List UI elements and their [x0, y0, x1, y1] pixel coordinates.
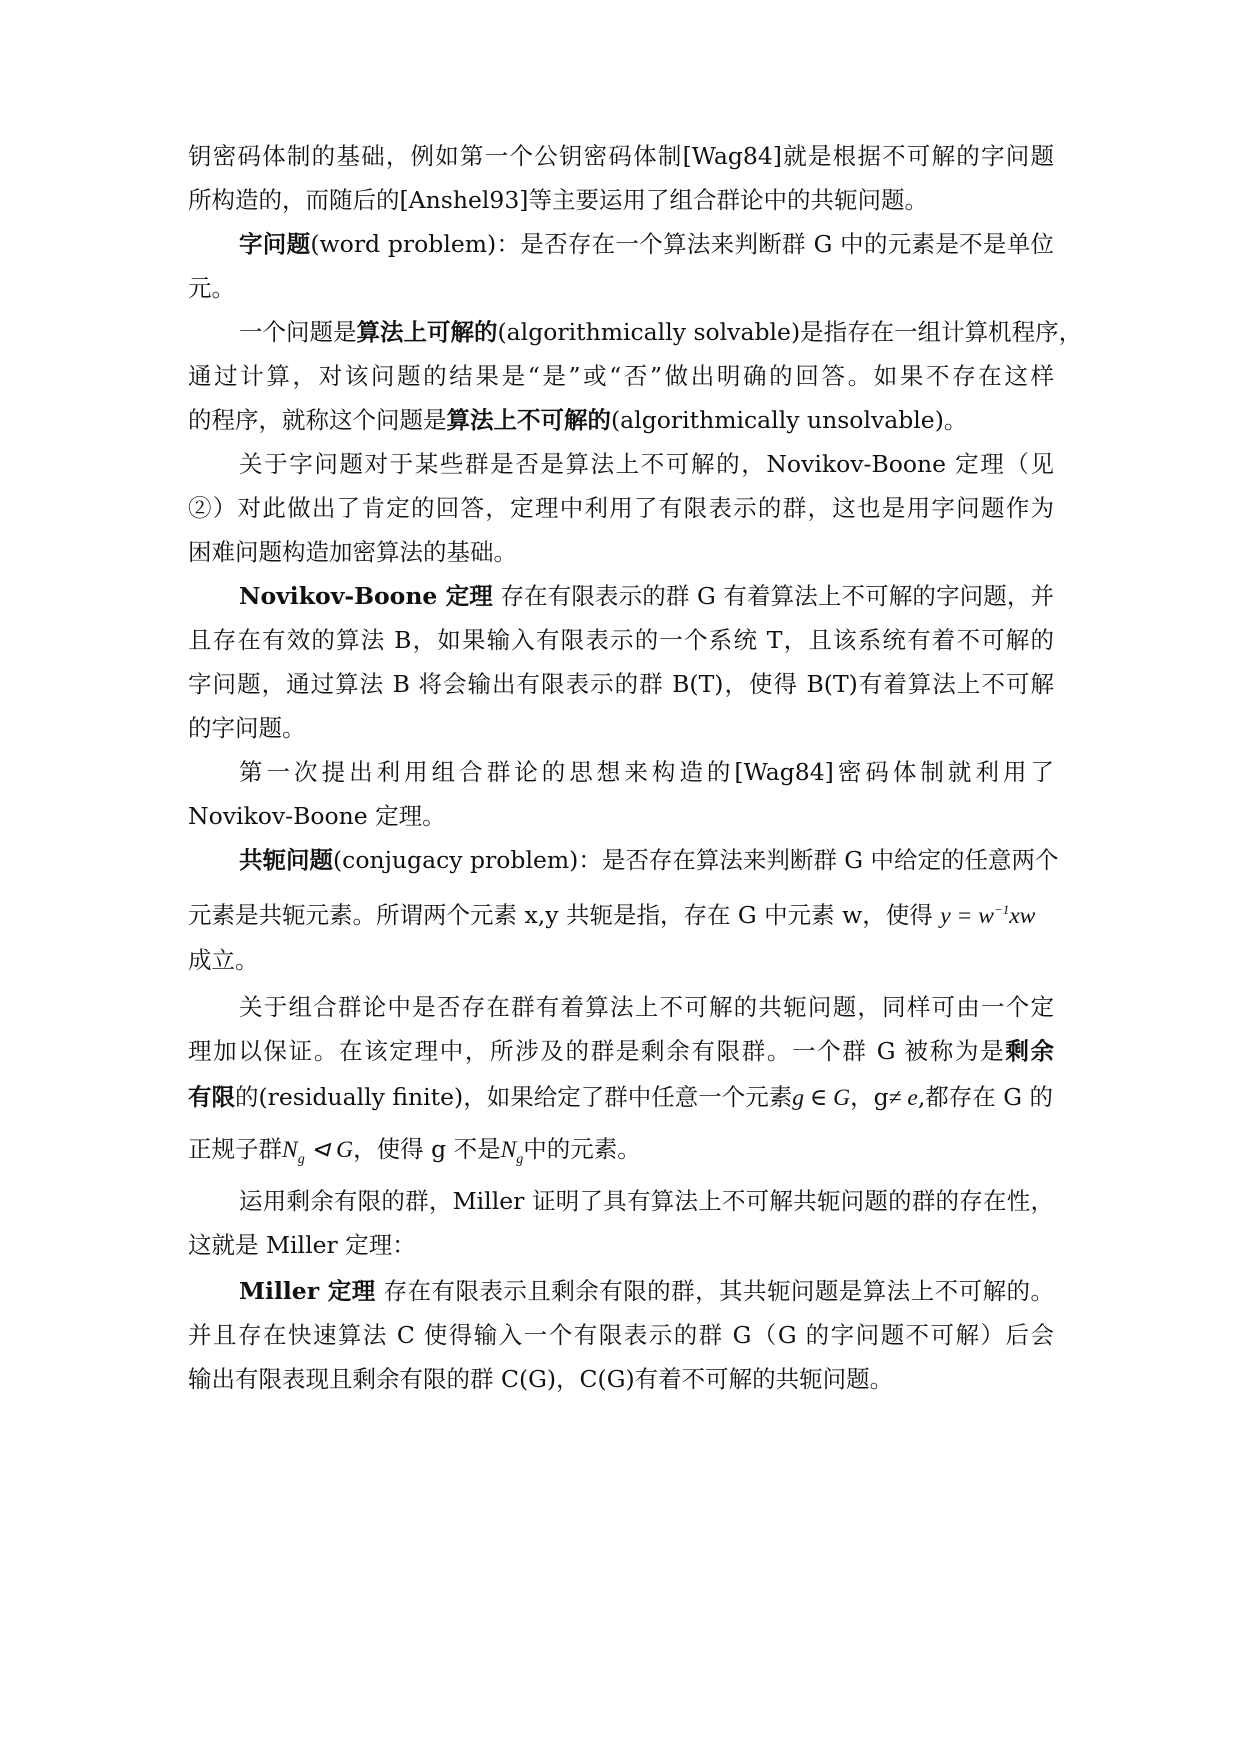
paragraph-solvable-line-2: 通过计算，对该问题的结果是“是”或“否”做出明确的回答。如果不存在这样	[188, 362, 1054, 390]
residual-separator: ，g	[850, 1083, 889, 1111]
paragraph-wag84-line-1: 第一次提出利用组合群论的思想来构造的[Wag84]密码体制就利用了	[239, 758, 1054, 786]
not-identity-formula: ≠ e	[888, 1085, 918, 1111]
normal-subgroup-ref: $N_g$	[500, 1137, 524, 1167]
theorem-novikov-boone-line-2: 且存在有效的算法 B，如果输入有限表示的一个系统 T，且该系统有着不可解的	[188, 626, 1054, 654]
term-conjugacy-problem: 共轭问题	[239, 846, 333, 874]
unsolvable-definition: (algorithmically unsolvable)。	[611, 406, 968, 434]
normal-subgroup-suffix: 中的元素。	[523, 1135, 641, 1163]
residual-definition: 的(residually finite)，如果给定了群中任意一个元素	[235, 1083, 793, 1111]
residual-suffix: ,都存在 G 的	[917, 1083, 1054, 1111]
term-word-problem: 字问题	[239, 230, 311, 258]
term-algorithmically-unsolvable: 算法上不可解的	[446, 406, 611, 434]
paragraph-novikov-intro-line-3: 困难问题构造加密算法的基础。	[188, 538, 517, 566]
word-problem-definition: (word problem)：是否存在一个算法来判断群 G 中的元素是不是单位	[310, 230, 1055, 258]
conjugacy-formula: $y = w^{-1}xw$	[940, 902, 1036, 929]
theorem-miller-line-3: 输出有限表现且剩余有限的群 C(G)，C(G)有着不可解的共轭问题。	[188, 1365, 894, 1393]
conjugacy-definition: (conjugacy problem)：是否存在算法来判断群 G 中给定的任意两个	[333, 846, 1059, 874]
residual-prefix: 理加以保证。在该定理中，所涉及的群是剩余有限群。一个群 G 被称为是	[188, 1037, 1006, 1065]
theorem-miller-line-1	[239, 1276, 1054, 1306]
paragraph-residual-line-3	[188, 1082, 1053, 1113]
theorem-novikov-boone-line-3: 字问题，通过算法 B 将会输出有限表示的群 B(T)，使得 B(T)有着算法上不可解	[188, 670, 1054, 698]
unsolvable-prefix: 的程序，就称这个问题是	[188, 406, 447, 434]
paragraph-conjugacy-line-1	[239, 845, 1059, 875]
normal-subgroup-formula: $N_g$ ⊲ G	[282, 1137, 354, 1167]
element-of-g-formula: g ∈ G	[792, 1085, 851, 1111]
paragraph-solvable-line-1	[239, 317, 1083, 347]
paragraph-miller-intro-line-2: 这就是 Miller 定理：	[188, 1231, 416, 1259]
paragraph-residual-line-2	[188, 1036, 1054, 1066]
theorem-novikov-boone-line-1	[239, 581, 1054, 611]
solvable-definition: (algorithmically solvable)是指存在一组计算机程序，	[497, 318, 1083, 346]
paragraph-conjugacy-line-2	[188, 895, 1035, 931]
conjugacy-text: 元素是共轭元素。所谓两个元素 x,y 共轭是指，存在 G 中元素 w，使得	[188, 901, 933, 929]
paragraph-solvable-line-3	[188, 405, 967, 435]
miller-statement: 存在有限表示且剩余有限的群，其共轭问题是算法上不可解的。	[375, 1277, 1054, 1305]
term-algorithmically-solvable: 算法上可解的	[356, 318, 498, 346]
paragraph-conjugacy-line-3: 成立。	[188, 946, 259, 974]
term-residually-finite-b: 有限	[188, 1083, 235, 1111]
paragraph-residual-line-4	[188, 1134, 641, 1175]
theorem-miller-line-2: 并且存在快速算法 C 使得输入一个有限表示的群 G（G 的字问题不可解）后会	[188, 1321, 1054, 1349]
solvable-prefix: 一个问题是	[239, 318, 357, 346]
term-residually-finite-a: 剩余	[1005, 1037, 1054, 1065]
novikov-boone-statement: 存在有限表示的群 G 有着算法上不可解的字问题，并	[492, 582, 1054, 610]
term-miller-theorem: Miller 定理	[239, 1277, 376, 1305]
paragraph-novikov-intro-line-2: ②）对此做出了肯定的回答，定理中利用了有限表示的群，这也是用字问题作为	[188, 494, 1054, 522]
term-novikov-boone-theorem: Novikov-Boone 定理	[239, 582, 493, 610]
paragraph-word-problem-line-2: 元。	[188, 274, 235, 302]
paragraph-1-line-1: 钥密码体制的基础，例如第一个公钥密码体制[Wag84]就是根据不可解的字问题	[188, 142, 1054, 170]
paragraph-1-line-2: 所构造的，而随后的[Anshel93]等主要运用了组合群论中的共轭问题。	[188, 186, 928, 214]
paragraph-novikov-intro-line-1: 关于字问题对于某些群是否是算法上不可解的，Novikov-Boone 定理（见	[239, 450, 1054, 478]
paragraph-wag84-line-2: Novikov-Boone 定理。	[188, 802, 446, 830]
paragraph-residual-line-1: 关于组合群论中是否存在群有着算法上不可解的共轭问题，同样可由一个定	[239, 993, 1054, 1021]
paragraph-word-problem-line-1	[239, 229, 1054, 259]
theorem-novikov-boone-line-4: 的字问题。	[188, 714, 306, 742]
paragraph-miller-intro-line-1: 运用剩余有限的群，Miller 证明了具有算法上不可解共轭问题的群的存在性，	[239, 1187, 1054, 1215]
normal-subgroup-label: 正规子群	[188, 1135, 282, 1163]
normal-subgroup-text: ，使得 g 不是	[353, 1135, 501, 1163]
